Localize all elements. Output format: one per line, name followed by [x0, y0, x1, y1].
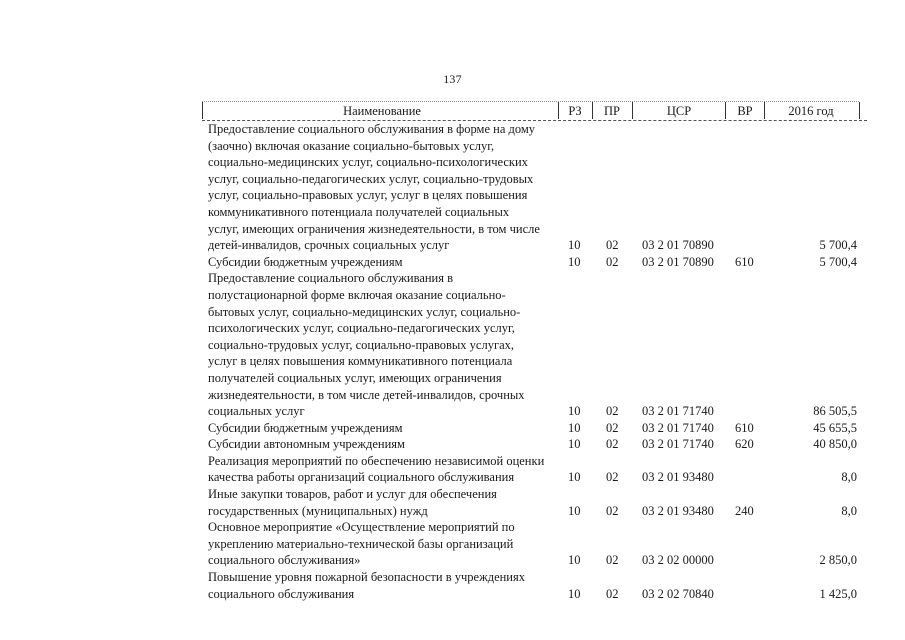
row-csr: 03 2 01 71740 [642, 420, 714, 435]
row-name-line: социально-трудовых услуг, социально-правовых услугах, [208, 337, 515, 352]
row-name [202, 420, 558, 437]
row-csr: 03 2 02 00000 [642, 553, 714, 568]
table-row [202, 453, 867, 486]
row-csr: 03 2 01 71740 [642, 404, 714, 419]
row-amount: 86 505,5 [813, 404, 857, 419]
row-name-line: услуг в целях повышения коммуникативного потенциала [208, 354, 513, 369]
row-name-line: социальных услуг [208, 404, 305, 419]
column-divider [859, 102, 860, 119]
row-name [202, 519, 558, 569]
row-name [202, 254, 558, 271]
row-rz: 10 [568, 254, 581, 269]
row-amount: 45 655,5 [813, 420, 857, 435]
row-pr: 02 [606, 586, 619, 601]
row-name-line: (заочно) включая оказание социально-бытовых услуг, [208, 138, 495, 153]
column-divider [202, 102, 203, 119]
row-rz: 10 [568, 503, 581, 518]
row-name-line: социального обслуживания [208, 586, 355, 601]
table-row [202, 436, 867, 453]
column-divider [632, 102, 633, 119]
row-vr: 620 [735, 437, 754, 452]
row-pr: 02 [606, 503, 619, 518]
table-row [202, 254, 867, 271]
row-amount: 8,0 [841, 503, 857, 518]
row-rz: 10 [568, 404, 581, 419]
row-name-line: Предоставление социального обслуживания в [208, 271, 454, 286]
row-rz: 10 [568, 420, 581, 435]
row-name [202, 121, 558, 254]
row-name [202, 436, 558, 453]
header-top-rule [202, 101, 859, 102]
row-name-line: государственных (муниципальных) нужд [208, 503, 428, 518]
column-divider [592, 102, 593, 119]
row-name-line: детей-инвалидов, срочных социальных услуг [208, 238, 450, 253]
row-rz: 10 [568, 553, 581, 568]
row-name-line: Субсидии бюджетным учреждениям [208, 420, 403, 435]
row-csr: 03 2 02 70840 [642, 586, 714, 601]
table-row [202, 121, 867, 254]
row-amount: 1 425,0 [819, 586, 857, 601]
row-name-line: Предоставление социального обслуживания в форме на дому [208, 122, 536, 136]
row-amount: 5 700,4 [819, 254, 857, 269]
row-name-line: коммуникативного потенциала получателей социальных [208, 204, 510, 219]
header-vr: ВР [737, 104, 753, 118]
header-year: 2016 год [788, 104, 834, 118]
header-name: Наименование [343, 104, 421, 118]
row-name-line: услуг, социально-правовых услуг, услуг в целях повышения [208, 188, 528, 203]
row-vr: 610 [735, 420, 754, 435]
row-amount: 40 850,0 [813, 437, 857, 452]
row-name-line: бытовых услуг, социально-медицинских услуг, социально- [208, 304, 521, 319]
page-number: 137 [443, 72, 462, 86]
row-name [202, 569, 558, 602]
budget-table [202, 100, 867, 602]
row-csr: 03 2 01 93480 [642, 470, 714, 485]
table-row [202, 270, 867, 419]
row-amount: 2 850,0 [819, 553, 857, 568]
row-name-line: социально-медицинских услуг, социально-психологических [208, 155, 528, 170]
row-name [202, 453, 558, 486]
table-body [202, 121, 867, 602]
row-name-line: психологических услуг, социально-педагогических услуг, [208, 321, 515, 336]
row-name-line: Основное мероприятие «Осуществление мероприятий по [208, 520, 515, 535]
row-rz: 10 [568, 586, 581, 601]
row-rz: 10 [568, 238, 581, 253]
column-divider [725, 102, 726, 119]
row-csr: 03 2 01 70890 [642, 254, 714, 269]
row-name-line: услуг, социально-педагогических услуг, социально-трудовых [208, 171, 534, 186]
row-vr: 610 [735, 254, 754, 269]
row-name-line: Иные закупки товаров, работ и услуг для обеспечения [208, 487, 497, 502]
row-name-line: Субсидии автономным учреждениям [208, 437, 405, 452]
row-pr: 02 [606, 437, 619, 452]
row-name [202, 270, 558, 419]
row-csr: 03 2 01 71740 [642, 437, 714, 452]
header-pr: ПР [604, 104, 620, 118]
row-pr: 02 [606, 254, 619, 269]
row-name-line: Субсидии бюджетным учреждениям [208, 254, 403, 269]
column-divider [558, 102, 559, 119]
header-rz: РЗ [568, 104, 582, 118]
row-csr: 03 2 01 70890 [642, 238, 714, 253]
row-name-line: укреплению материально-технической базы организаций [208, 536, 514, 551]
row-name-line: полустационарной форме включая оказание социально- [208, 287, 506, 302]
column-divider [764, 102, 765, 119]
row-vr: 240 [735, 503, 754, 518]
table-row [202, 569, 867, 602]
row-name-line: жизнедеятельности, в том числе детей-инвалидов, срочных [208, 387, 525, 402]
row-amount: 5 700,4 [819, 238, 857, 253]
row-name [202, 486, 558, 519]
row-name-line: получателей социальных услуг, имеющих ограничения [208, 370, 502, 385]
table-row [202, 486, 867, 519]
table-header [202, 100, 867, 121]
row-rz: 10 [568, 470, 581, 485]
row-csr: 03 2 01 93480 [642, 503, 714, 518]
row-pr: 02 [606, 420, 619, 435]
row-pr: 02 [606, 238, 619, 253]
row-pr: 02 [606, 404, 619, 419]
header-csr: ЦСР [666, 104, 692, 118]
row-pr: 02 [606, 470, 619, 485]
row-name-line: социального обслуживания» [208, 553, 361, 568]
row-name-line: Реализация мероприятий по обеспечению независимой оценки [208, 453, 545, 468]
row-name-line: качества работы организаций социального обслуживания [208, 470, 515, 485]
row-name-line: Повышение уровня пожарной безопасности в учреждениях [208, 570, 525, 585]
row-pr: 02 [606, 553, 619, 568]
row-rz: 10 [568, 437, 581, 452]
table-row [202, 519, 867, 569]
table-row [202, 420, 867, 437]
row-name-line: услуг, имеющих ограничения жизнедеятельности, в том числе [208, 221, 540, 236]
row-amount: 8,0 [841, 470, 857, 485]
